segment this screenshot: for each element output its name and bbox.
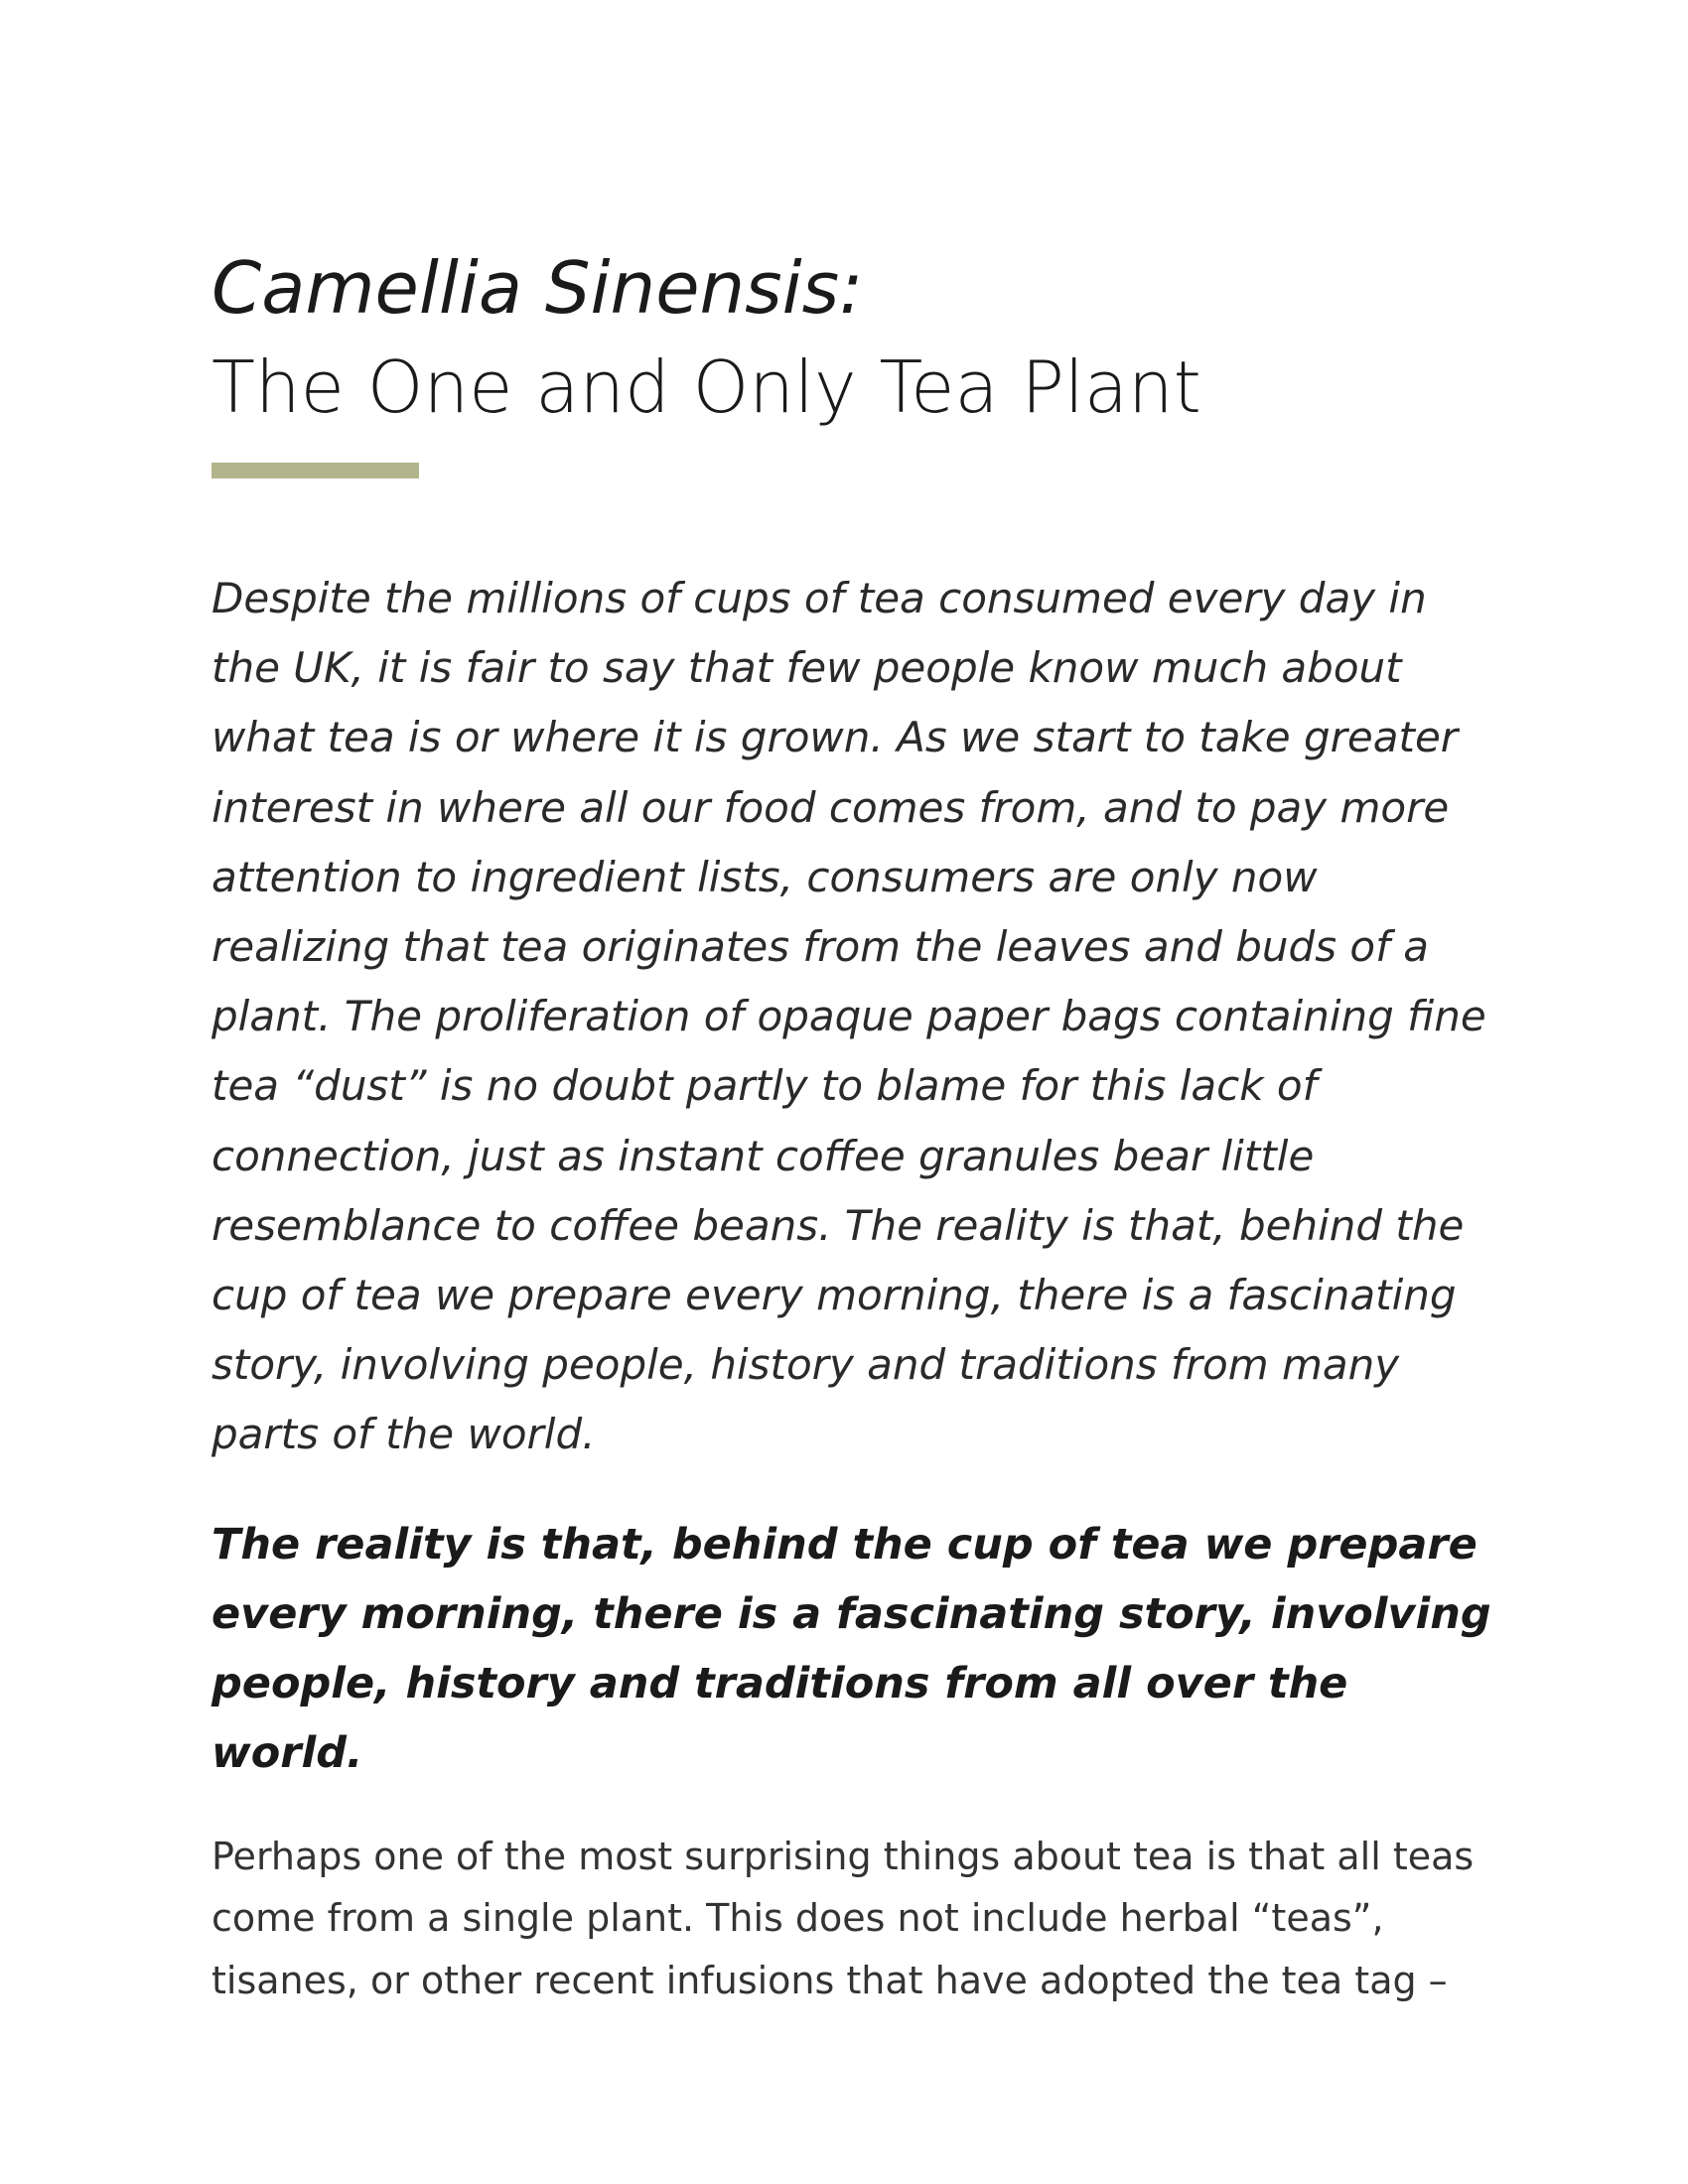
title-line-1: Camellia Sinensis: [211,246,864,330]
article-title [211,238,1502,437]
title-line-2: The One and Only Tea Plant [211,345,1201,429]
pull-quote: The reality is that, behind the cup of tea we prepare every morning, there is a fascinating story, involving people, history and traditions from all over the world. [211,1519,1491,1778]
title-underline-rule [211,463,419,478]
intro-paragraph: Despite the millions of cups of tea consumed every day in the UK, it is fair to say that few people know much about what tea is or where it is grown. As we start to take greater interest in where all our food comes from, and to pay more attention to ingredient lists, consumers are only now realizing that tea originates from the leaves and buds of a plant. The proliferation of opaque paper bags containing fine tea “dust” is no doubt partly to blame for this lack of connection, just as instant coffee granules bear little resemblance to coffee beans. The reality is that, behind the cup of tea we prepare every morning, there is a fascinating story, involving people, history and traditions from many parts of the world. [211,574,1486,1459]
article [211,238,1502,2011]
body-paragraph: Perhaps one of the most surprising things about tea is that all teas come from a single plant. This does not include herbal “teas”, tisanes, or other recent infusions that have adopted the tea tag – [211,1834,1475,2002]
